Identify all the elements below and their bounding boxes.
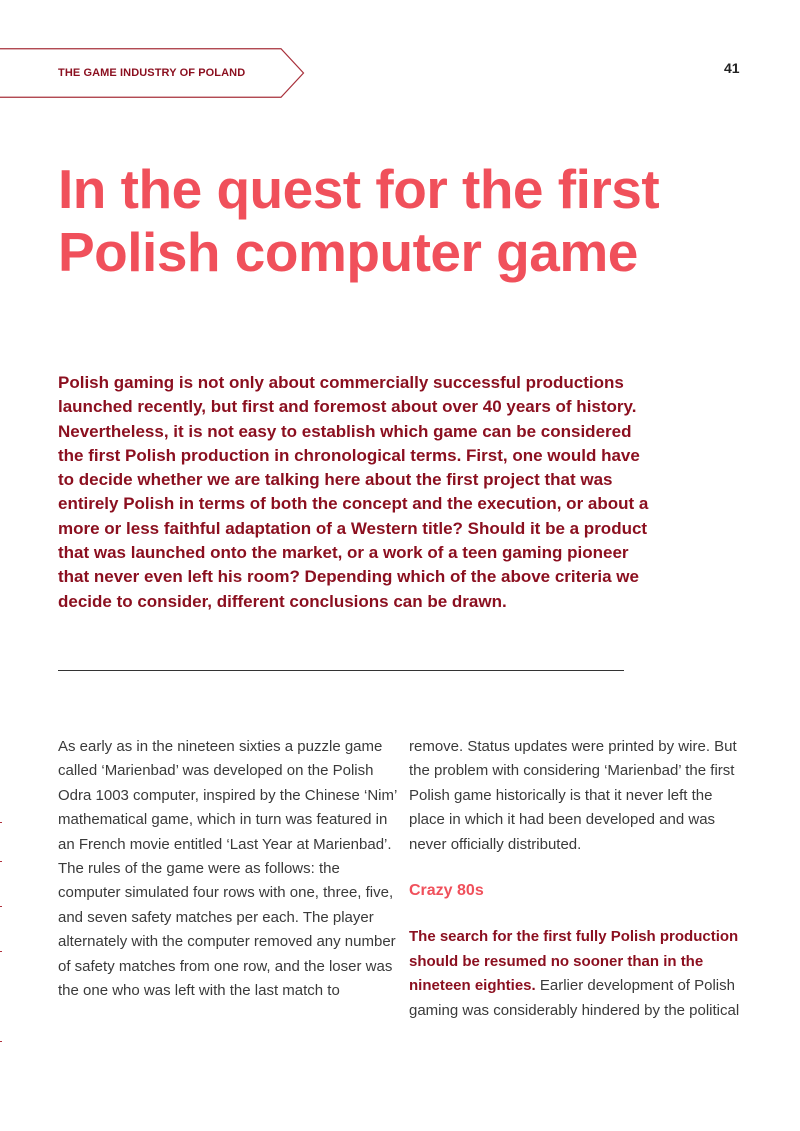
body-column-left (58, 735, 398, 1003)
margin-mark (0, 951, 2, 952)
body-paragraph: remove. Status updates were printed by wire. But the problem with considering ‘Marienbad’ the first Polish game historically is that it never left the place in which it had been developed and was never officially distributed. (409, 738, 737, 853)
body-paragraph: As early as in the nineteen sixties a puzzle game called ‘Marienbad’ was developed on the Polish Odra 1003 computer, inspired by the Chinese ‘Nim’ mathematical game, which in turn was featured in an French movie entitled ‘Last Year at Marienbad’. The rules of the game were as follows: the computer simulated four rows with one, three, five, and seven safety matches per each. The player alternately with the computer removed any number of safety matches from one row, and the loser was the one who was left with the last match to (58, 738, 397, 1000)
body-column-right (409, 735, 749, 1023)
article-title: In the quest for the first Polish computer game (58, 158, 660, 283)
section-label: THE GAME INDUSTRY OF POLAND (58, 67, 246, 79)
crazy80s-bold-lead: The search for the first fully Polish production should be resumed no sooner than in the nineteen eighties. (409, 928, 739, 995)
crazy80s-paragraph (409, 925, 749, 1023)
page-number: 41 (724, 60, 740, 76)
section-subheading: Crazy 80s (409, 882, 484, 900)
crazy80s-text: Earlier development of Polish gaming was considerably hindered by the political (409, 977, 740, 1019)
margin-mark (0, 1041, 2, 1042)
margin-mark (0, 906, 2, 907)
lead-divider (58, 670, 624, 671)
margin-mark (0, 822, 2, 823)
article-lead: Polish gaming is not only about commercially successful productions launched recently, but first and foremost about over 40 years of history. Nevertheless, it is not easy to establish which game can be considered the first Polish production in chronological terms. First, one would have to decide whether we are talking here about the first project that was entirely Polish in terms of both the concept and the execution, or about a more or less faithful adaptation of a Western title? Should it be a product that was launched onto the market, or a work of a teen gaming pioneer that never even left his room? Depending which of the above criteria we decide to consider, different conclusions can be drawn. (58, 373, 649, 611)
margin-mark (0, 861, 2, 862)
